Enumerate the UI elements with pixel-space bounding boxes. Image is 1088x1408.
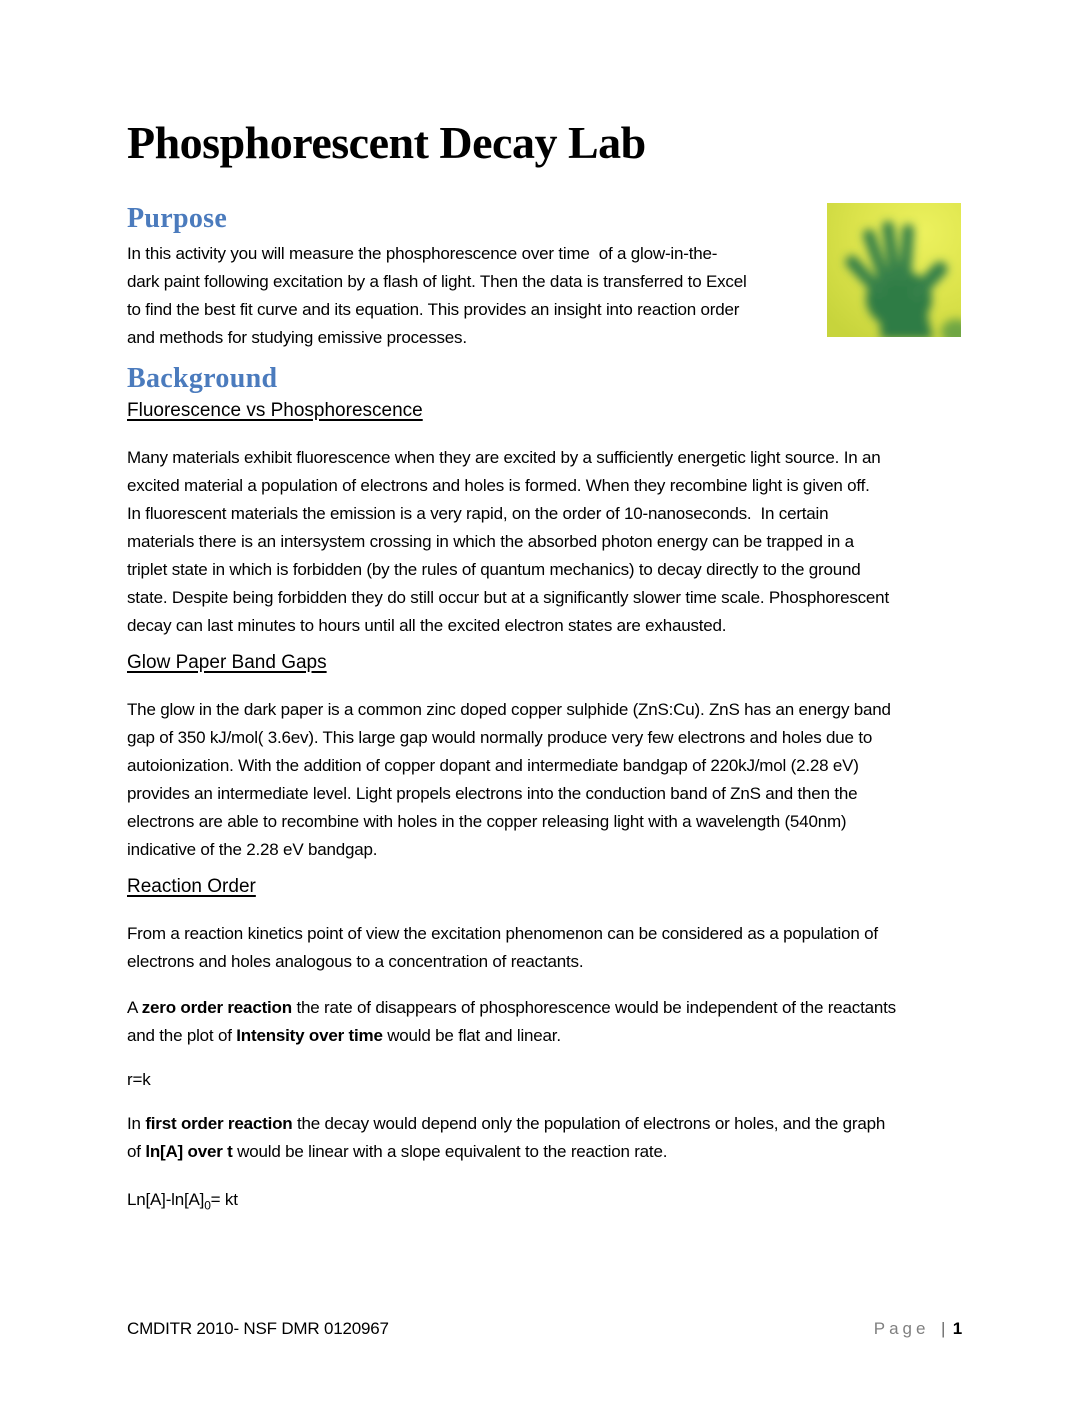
purpose-paragraph: In this activity you will measure the phosphorescence over time of a glow-in-the- dark paint following excitation by a flash of light. Then the data is transferred to Excel to find the best fit curve and its equation. This provides an insight into reaction order and methods for studying emissive processes. <box>127 244 747 347</box>
zero-order-formula: r=k <box>127 1070 151 1089</box>
fluorescence-subheading: Fluorescence vs Phosphorescence <box>127 400 423 421</box>
reaction-kinetics-paragraph: From a reaction kinetics point of view the excitation phenomenon can be considered as a population of electrons and holes analogous to a concentration of reactants. <box>127 924 878 971</box>
glow-paper-paragraph: The glow in the dark paper is a common zinc doped copper sulphide (ZnS:Cu). ZnS has an energy band gap of 350 kJ/mol( 3.6ev). This large gap would normally produce very few electrons and holes due to autoionization. With the addition of copper dopant and intermediate bandgap of 220kJ/mol (2.28 eV) provides an intermediate level. Light propels electrons into the conduction band of ZnS and then the electrons are able to recombine with holes in the copper releasing light with a wavelength (540nm) indicative of the 2.28 eV bandgap. <box>127 700 891 859</box>
footer-page-number: 1 <box>952 1319 962 1338</box>
purpose-heading: Purpose <box>127 203 228 234</box>
background-heading: Background <box>127 363 278 394</box>
glow-paper-subheading: Glow Paper Band Gaps <box>127 652 327 673</box>
zero-order-paragraph: A zero order reaction the rate of disappears of phosphorescence would be independent of the reactants and the plot of Intensity over time would be flat and linear. <box>127 998 896 1045</box>
footer-page-indicator <box>874 1318 962 1340</box>
reaction-order-subheading: Reaction Order <box>127 876 256 897</box>
hand-silhouette-graphic <box>827 203 961 337</box>
footer-credit-text: CMDITR 2010- NSF DMR 0120967 <box>127 1319 389 1338</box>
document-title: Phosphorescent Decay Lab <box>127 117 646 168</box>
fluorescence-paragraph: Many materials exhibit fluorescence when they are excited by a sufficiently energetic light source. In an excited material a population of electrons and holes is formed. When they recombine light is given off. In fluorescent materials the emission is a very rapid, on the order of 10-nanoseconds. In certain materials there is an intersystem crossing in which the absorbed photon energy can be trapped in a triplet state in which is forbidden (by the rules of quantum mechanics) to decay directly to the ground state. Despite being forbidden they do still occur but at a significantly slower time scale. Phosphorescent decay can last minutes to hours until all the excited electron states are exhausted. <box>127 448 889 635</box>
footer-page-separator: | <box>940 1319 946 1338</box>
page-footer <box>127 1318 962 1340</box>
first-order-paragraph: In first order reaction the decay would depend only the population of electrons or holes, and the graph of ln[A] over t would be linear with a slope equivalent to the reaction rate. <box>127 1114 886 1161</box>
first-order-formula: $Ln[A]-\ln[A]_0=$ kt <box>127 1190 238 1213</box>
document-content <box>127 118 967 1231</box>
glow-hand-image <box>827 203 961 337</box>
footer-page-word: Page <box>873 1319 930 1338</box>
